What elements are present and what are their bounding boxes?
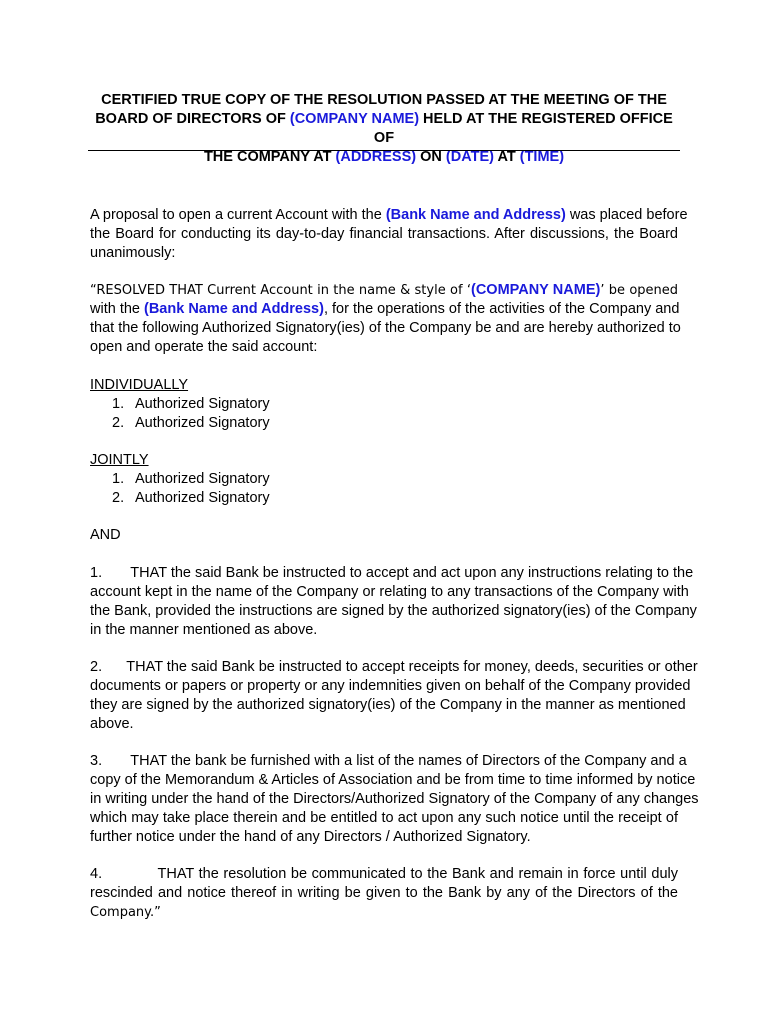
title-text: AT bbox=[493, 149, 520, 165]
clause-line: 4. THAT the resolution be communicated to the Bank and remain in force until duly bbox=[90, 866, 678, 882]
resolved-paragraph bbox=[90, 281, 681, 357]
clause-line: above. bbox=[90, 716, 134, 732]
resolved-text: ’ be opened bbox=[600, 283, 679, 298]
clause-line: 2. THAT the said Bank be instructed to accept receipts for money, deeds, securities or other bbox=[90, 659, 698, 675]
title-divider bbox=[88, 150, 680, 151]
bank-placeholder: (Bank Name and Address) bbox=[144, 301, 324, 317]
and-label: AND bbox=[90, 527, 121, 543]
clause-line: in the manner mentioned as above. bbox=[90, 622, 318, 638]
clause-line: further notice under the hand of any Directors / Authorized Signatory. bbox=[90, 829, 531, 845]
title-line-2 bbox=[88, 110, 680, 148]
intro-line-3: unanimously: bbox=[90, 245, 176, 261]
clause-line: documents or papers or property or any indemnities given on behalf of the Company provided bbox=[90, 678, 691, 694]
clause-3 bbox=[90, 752, 699, 847]
list-number: 1. bbox=[112, 471, 125, 487]
clause-4 bbox=[90, 865, 678, 922]
intro-text: A proposal to open a current Account with the bbox=[90, 207, 386, 223]
individually-list bbox=[112, 395, 270, 433]
resolved-text: , for the operations of the activities of the Company and bbox=[323, 301, 680, 317]
resolved-line-2 bbox=[90, 300, 678, 319]
list-text: Authorized Signatory bbox=[135, 415, 270, 431]
intro-paragraph bbox=[90, 206, 688, 263]
clause-2 bbox=[90, 658, 698, 734]
list-item bbox=[112, 489, 270, 508]
title-line-1: CERTIFIED TRUE COPY OF THE RESOLUTION PASSED AT THE MEETING OF THE bbox=[101, 92, 667, 108]
resolved-text: “RESOLVED THAT Current Account in the name & style of ‘ bbox=[90, 283, 471, 298]
intro-text: was placed before bbox=[565, 207, 688, 223]
clause-1 bbox=[90, 564, 697, 640]
resolved-line-1 bbox=[90, 281, 678, 300]
list-number: 2. bbox=[112, 490, 125, 506]
list-number: 2. bbox=[112, 415, 125, 431]
resolved-line-3: that the following Authorized Signatory(ies) of the Company be and are hereby authorized to bbox=[90, 320, 681, 336]
jointly-list bbox=[112, 470, 270, 508]
clause-line: they are signed by the authorized signatory(ies) of the Company in the manner as mentioned bbox=[90, 697, 686, 713]
list-item bbox=[112, 414, 270, 433]
time-placeholder: (TIME) bbox=[519, 149, 565, 165]
intro-line-1 bbox=[90, 206, 688, 225]
company-name-placeholder: (COMPANY NAME) bbox=[289, 111, 420, 127]
clause-line: Company.” bbox=[90, 905, 161, 920]
clause-line: copy of the Memorandum & Articles of Association and be from time to time informed by notice bbox=[90, 772, 696, 788]
resolved-line-4: open and operate the said account: bbox=[90, 339, 318, 355]
clause-line: in writing under the hand of the Directors/Authorized Signatory of the Company of any changes bbox=[90, 791, 699, 807]
clause-line: 1. THAT the said Bank be instructed to accept and act upon any instructions relating to the bbox=[90, 565, 694, 581]
date-placeholder: (DATE) bbox=[445, 149, 494, 165]
clause-line: 3. THAT the bank be furnished with a list of the names of Directors of the Company and a bbox=[90, 753, 687, 769]
bank-placeholder: (Bank Name and Address) bbox=[385, 207, 566, 223]
title-text: THE COMPANY AT bbox=[203, 149, 336, 165]
list-text: Authorized Signatory bbox=[135, 490, 270, 506]
intro-line-2: the Board for conducting its day-to-day financial transactions. After discussions, the Board bbox=[90, 226, 678, 242]
jointly-heading: JOINTLY bbox=[90, 452, 149, 468]
individually-heading: INDIVIDUALLY bbox=[90, 377, 189, 393]
company-name-placeholder: (COMPANY NAME) bbox=[470, 282, 601, 298]
list-text: Authorized Signatory bbox=[135, 396, 270, 412]
title-text: BOARD OF DIRECTORS OF bbox=[95, 111, 290, 127]
resolution-title bbox=[88, 91, 680, 167]
clause-line: rescinded and notice thereof in writing be given to the Bank by any of the Directors of the bbox=[90, 885, 678, 901]
address-placeholder: (ADDRESS) bbox=[335, 149, 417, 165]
list-text: Authorized Signatory bbox=[135, 471, 270, 487]
resolved-text: with the bbox=[90, 301, 144, 317]
clause-line: account kept in the name of the Company or relating to any transactions of the Company with bbox=[90, 584, 689, 600]
list-item bbox=[112, 470, 270, 489]
clause-line: the Bank, provided the instructions are signed by the authorized signatory(ies) of the Company bbox=[90, 603, 697, 619]
list-number: 1. bbox=[112, 396, 125, 412]
title-text: HELD AT THE REGISTERED OFFICE OF bbox=[373, 111, 673, 146]
list-item bbox=[112, 395, 270, 414]
title-text: ON bbox=[416, 149, 446, 165]
clause-line: which may take place therein and be entitled to act upon any such notice until the receipt of bbox=[90, 810, 678, 826]
